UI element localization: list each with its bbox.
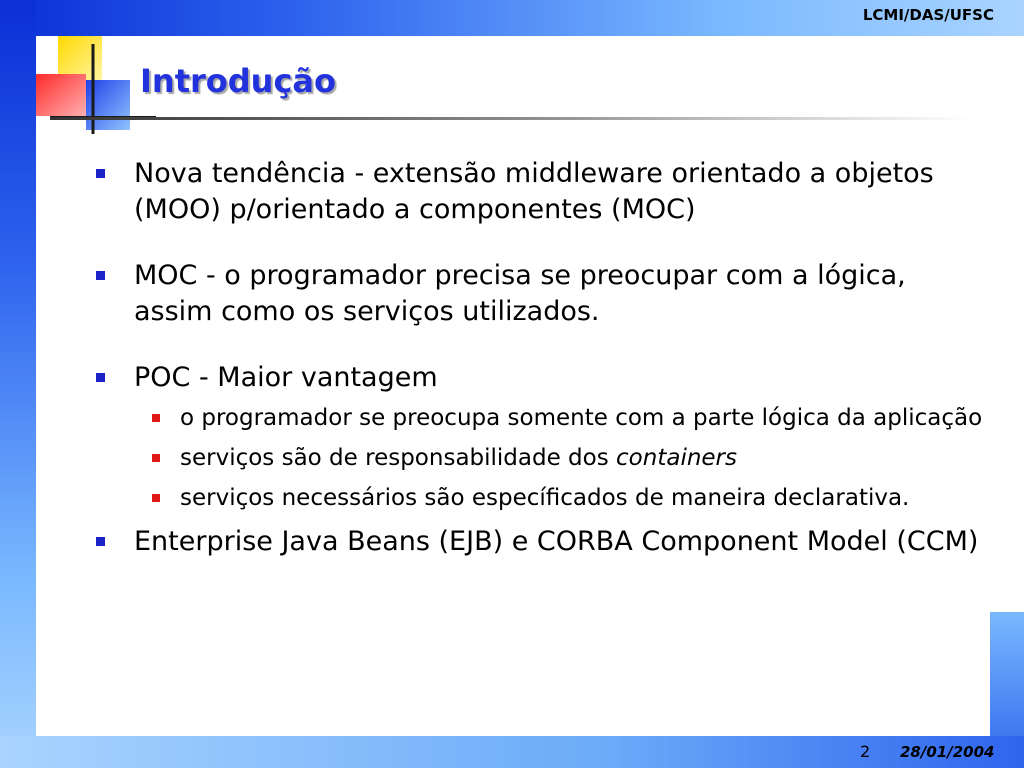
sub-bullet-text: o programador se preocupa somente com a parte lógica da aplicação	[180, 405, 983, 431]
sub-bullet-emphasis: containers	[616, 445, 737, 471]
right-frame-block	[990, 612, 1024, 736]
bullet-item	[96, 156, 986, 228]
sub-bullet-item	[148, 402, 986, 434]
title-divider	[50, 117, 970, 120]
bullet-text: MOC - o programador precisa se preocupar com a lógica, assim como os serviços utilizados.	[134, 260, 906, 327]
sub-bullet-item	[148, 482, 986, 514]
bullet-text: Enterprise Java Beans (EJB) e CORBA Component Model (CCM)	[134, 526, 979, 557]
header-org-label: LCMI/DAS/UFSC	[862, 6, 994, 24]
bottom-frame-band	[0, 736, 1024, 768]
red-square-bullet-icon	[152, 494, 160, 502]
content-panel-extension	[990, 36, 1024, 612]
slide-number: 2	[860, 742, 871, 761]
bullet-item	[96, 258, 986, 330]
square-bullet-icon	[96, 169, 105, 178]
slide-title: Introdução	[140, 62, 336, 100]
sub-bullet-text: serviços são de responsabilidade dos	[180, 445, 617, 471]
bullet-list	[96, 156, 986, 560]
red-square-bullet-icon	[152, 454, 160, 462]
bullet-text: POC - Maior vantagem	[134, 362, 438, 393]
bullet-item	[96, 360, 986, 514]
bullet-item	[96, 524, 986, 560]
red-square-bullet-icon	[152, 414, 160, 422]
square-bullet-icon	[96, 537, 105, 546]
sub-bullet-text: serviços necessários são específicados de maneira declarativa.	[180, 485, 910, 511]
sub-bullet-item	[148, 442, 986, 474]
left-frame-band	[0, 0, 36, 768]
footer-date: 28/01/2004	[900, 743, 995, 761]
square-bullet-icon	[96, 373, 105, 382]
sub-bullet-list	[134, 402, 986, 514]
bullet-text: Nova tendência - extensão middleware orientado a objetos (MOO) p/orientado a componentes (MOC)	[134, 158, 934, 225]
square-bullet-icon	[96, 271, 105, 280]
